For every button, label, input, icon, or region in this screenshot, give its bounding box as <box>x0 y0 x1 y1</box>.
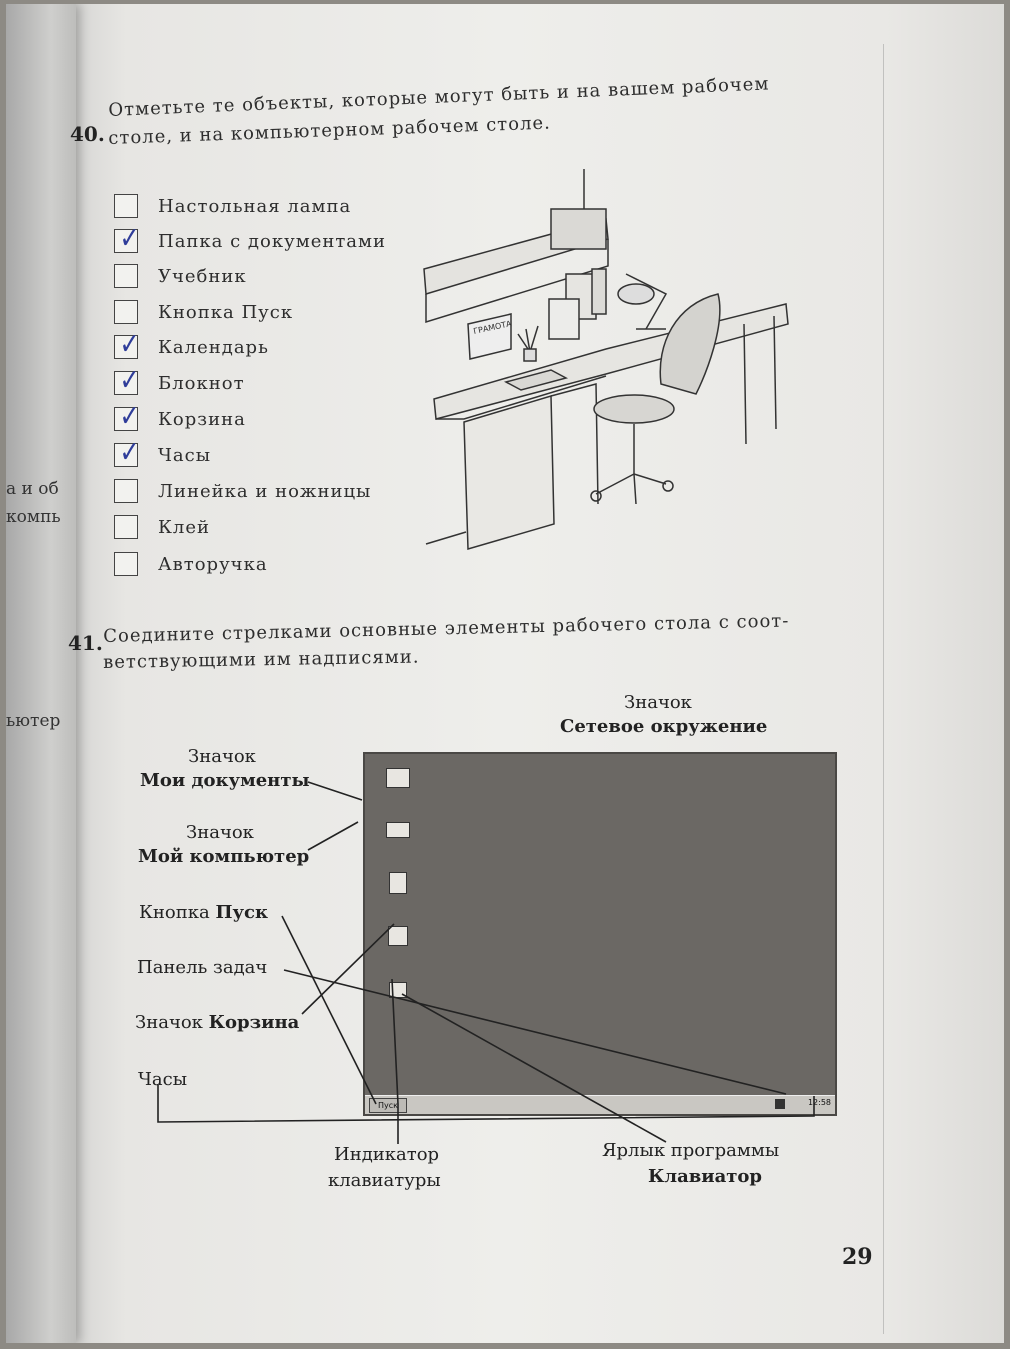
option-label: Блокнот <box>158 372 245 394</box>
page-number: 29 <box>842 1244 873 1270</box>
label-shortcut-bold: Клавиатор <box>648 1166 762 1187</box>
check-mark-icon: ✓ <box>119 435 140 470</box>
label-shortcut-1: Ярлык программы <box>602 1140 780 1161</box>
margin-text-2: компь <box>6 507 61 527</box>
start-button: Пуск <box>369 1098 407 1113</box>
label-taskbar: Панель задач <box>137 957 268 978</box>
label-network-top: Значок <box>624 692 692 713</box>
label-mydocs-bold: Мои документы <box>140 770 310 791</box>
poster-label: ГРАМОТА <box>472 319 513 336</box>
label-mycomp-bold: Мой компьютер <box>138 846 310 867</box>
label-mydocs-top: Значок <box>188 746 256 767</box>
connection-lines <box>6 4 1004 1343</box>
option-label: Папка с документами <box>158 230 387 252</box>
task-41-number: 41. <box>68 631 103 655</box>
task-41-text-line1: Соедините стрелками основные элементы рабочего стола с соот- <box>103 610 790 647</box>
option-label: Линейка и ножницы <box>158 480 372 502</box>
option-label: Календарь <box>158 336 269 358</box>
label-kbd-indicator-2: клавиатуры <box>328 1170 441 1191</box>
margin-text-1: а и об <box>6 479 59 499</box>
option-label: Учебник <box>158 265 247 287</box>
task-40-text-line1: Отметьте те объекты, которые могут быть и на вашем рабочем <box>108 73 770 121</box>
task-40-text-line2: столе, и на компьютерном рабочем столе. <box>108 112 552 149</box>
label-start-button: Кнопка Пуск <box>139 902 268 923</box>
check-mark-icon: ✓ <box>119 363 140 398</box>
label-mycomp-top: Значок <box>186 822 254 843</box>
task-41-text-line2: ветствующими им надписями. <box>103 646 420 673</box>
option-label: Авторучка <box>158 553 268 575</box>
tray-clock: 12:58 <box>807 1098 831 1107</box>
check-mark-icon: ✓ <box>119 399 140 434</box>
option-label: Настольная лампа <box>158 195 352 217</box>
margin-text-3: ьютер <box>6 711 61 731</box>
label-network-bold: Сетевое окружение <box>560 716 768 737</box>
label-clock: Часы <box>138 1069 188 1090</box>
check-mark-icon: ✓ <box>119 327 140 362</box>
option-label: Часы <box>158 444 212 466</box>
option-label: Кнопка Пуск <box>158 301 294 323</box>
option-label: Корзина <box>158 408 246 430</box>
check-mark-icon: ✓ <box>119 221 140 256</box>
option-label: Клей <box>158 516 211 538</box>
task-40-number: 40. <box>70 122 105 146</box>
textbook-page <box>6 4 1004 1343</box>
label-kbd-indicator-1: Индикатор <box>334 1144 440 1165</box>
label-recycle-bin: Значок Корзина <box>135 1012 300 1033</box>
